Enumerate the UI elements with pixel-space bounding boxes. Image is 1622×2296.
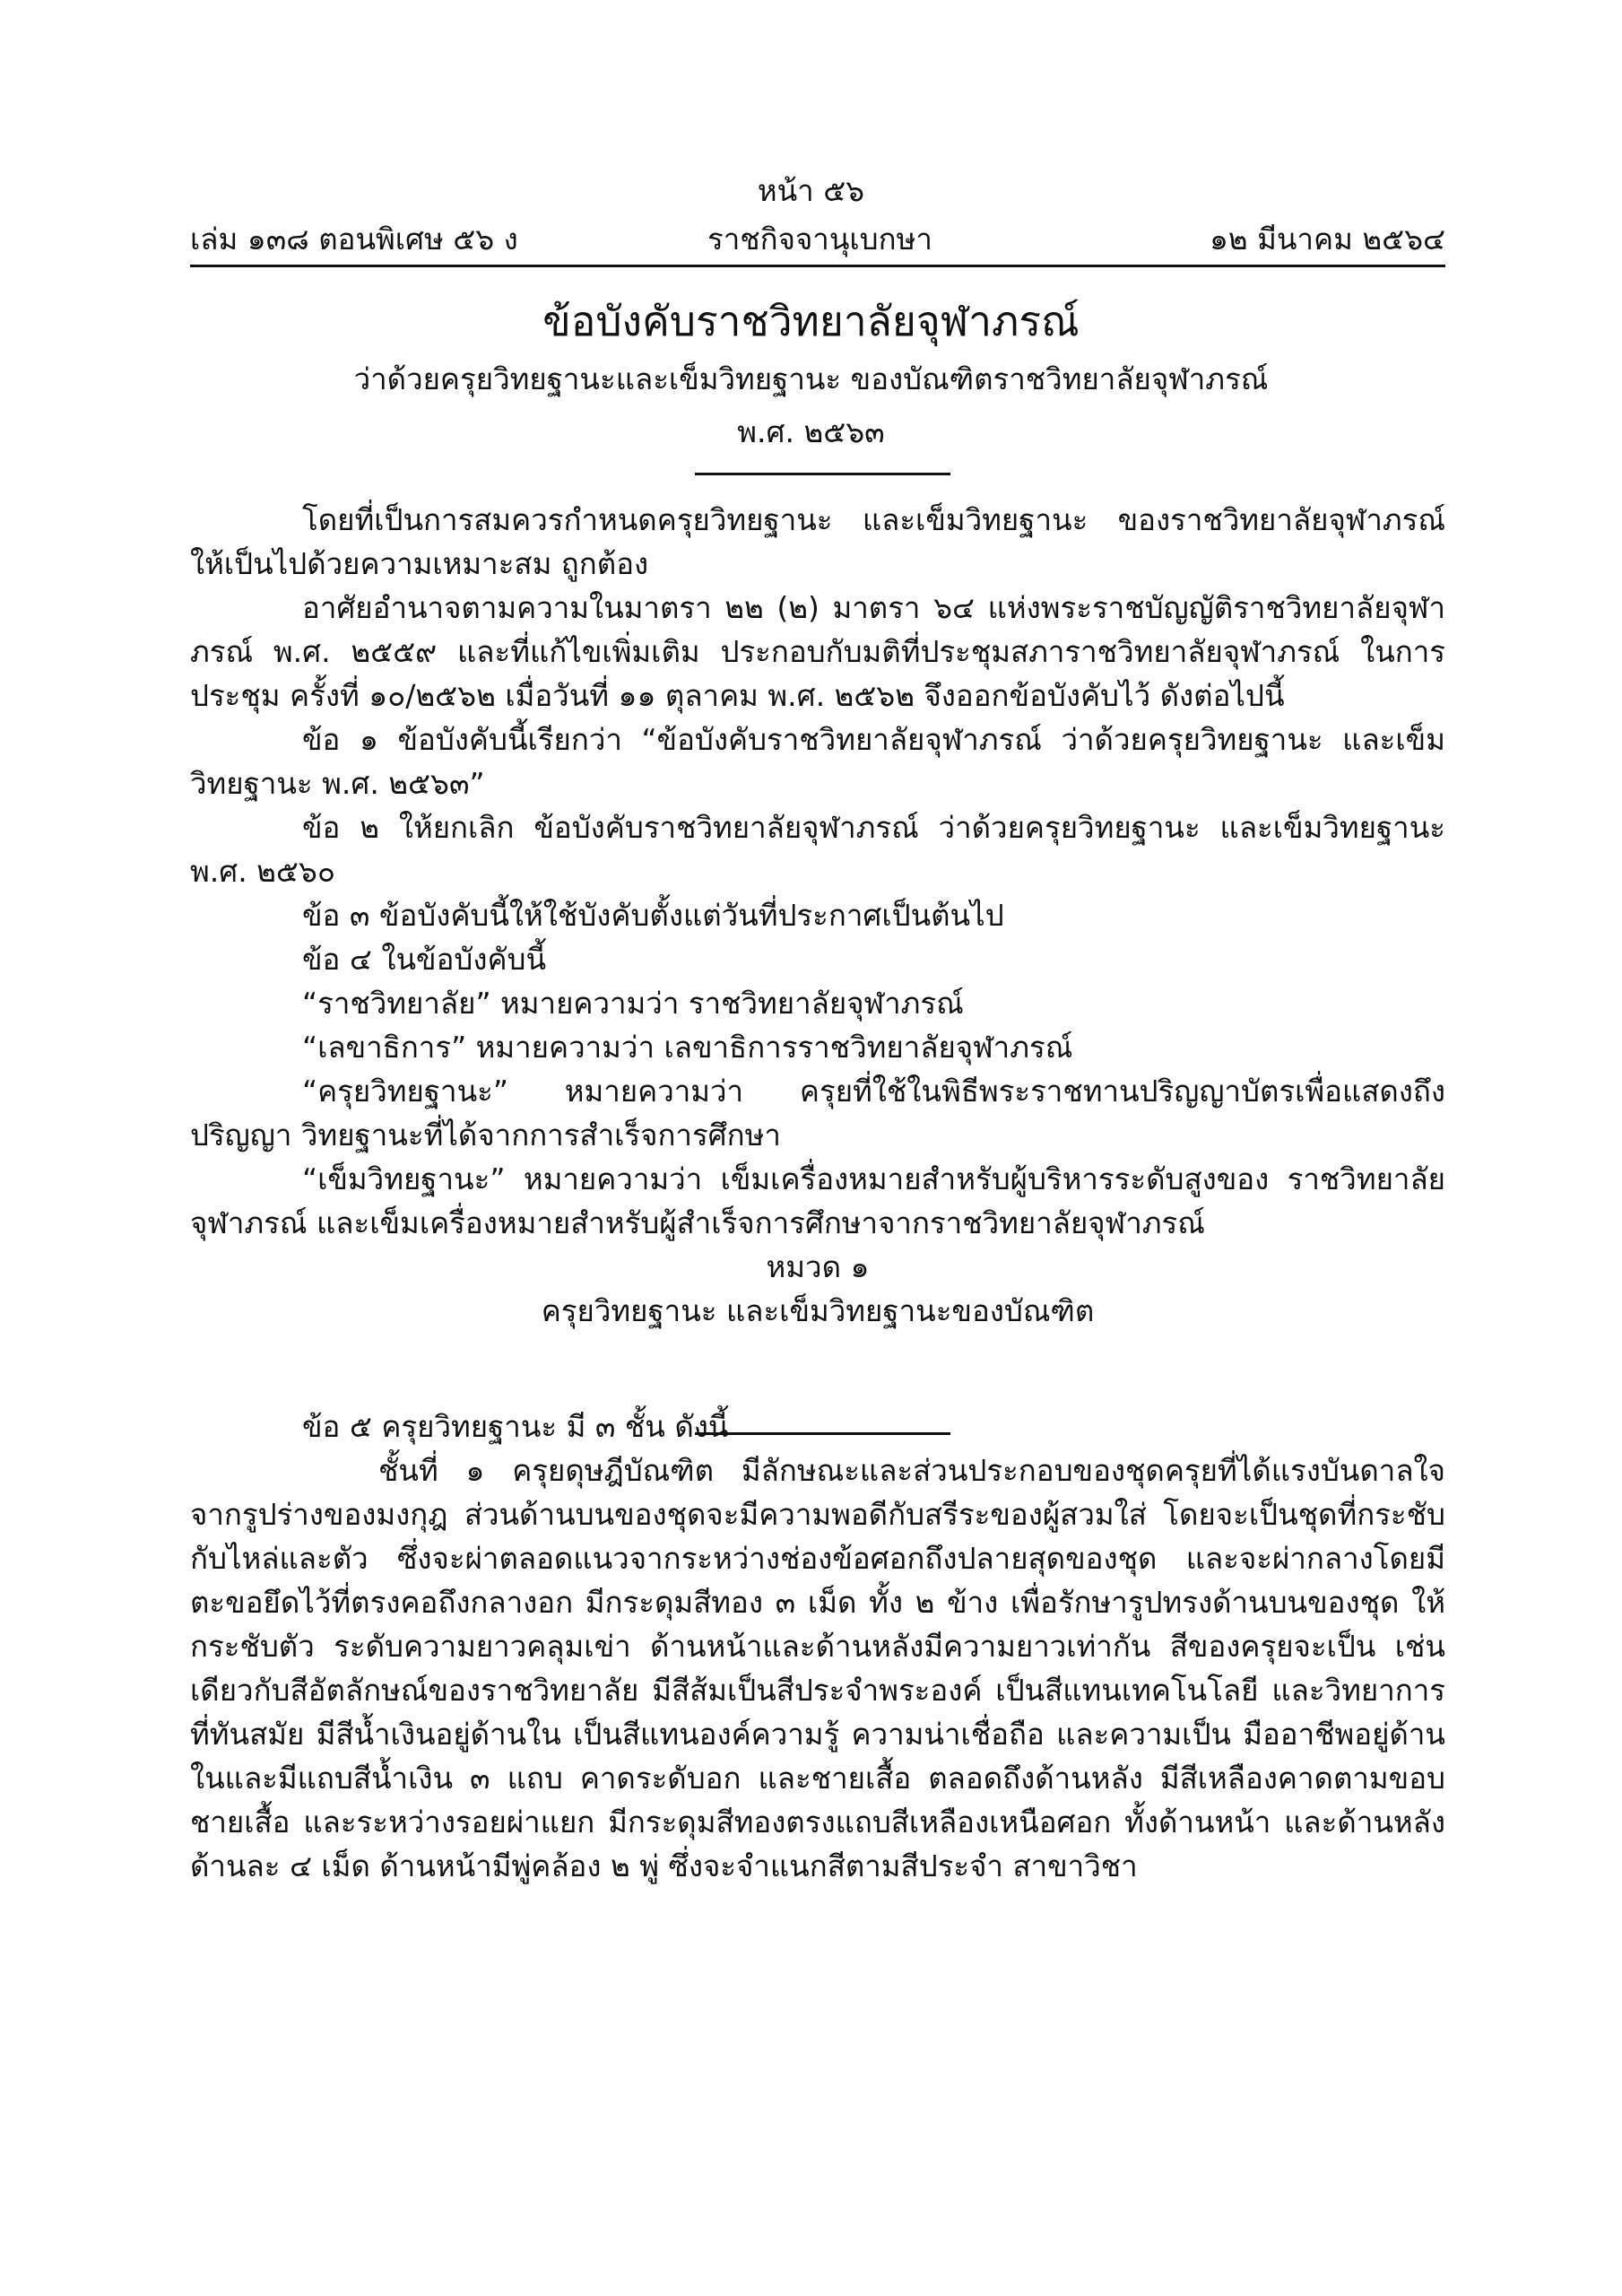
authority-paragraph: อาศัยอำนาจตามความในมาตรา ๒๒ (๒) มาตรา ๖๔ แห่งพระราชบัญญัติราชวิทยาลัยจุฬาภรณ์ พ.ศ. ๒๕๕๙ และที่แก้ไขเพิ่มเติม ประกอบกับมติที่ประชุมสภาราชวิทยาลัยจุฬาภรณ์ ในการประชุม ครั้งที่ ๑๐/๒๕๖๒ เมื่อวันที่ ๑๑ ตุลาคม พ.ศ. ๒๕๖๒ จึงออกข้อบังคับไว้ ดังต่อไปนี้ xyxy=(190,590,1445,713)
article-5-level-1: ชั้นที่ ๑ ครุยดุษฎีบัณฑิต มีลักษณะและส่วนประกอบของชุดครุยที่ได้แรงบันดาลใจ จากรูปร่างของมงกุฎ ส่วนด้านบนของชุดจะมีความพอดีกับสรีระของผู้สวมใส่ โดยจะเป็นชุดที่กระชับ กับไหล่และตัว ซึ่งจะผ่าตลอดแนวจากระหว่างช่องข้อศอกถึงปลายสุดของชุด และจะผ่ากลางโดยมี ตะขอยึดไว้ที่ตรงคอถึงกลางอก มีกระดุมสีทอง ๓ เม็ด ทั้ง ๒ ข้าง เพื่อรักษารูปทรงด้านบนของชุด ให้กระชับตัว ระดับความยาวคลุมเข่า ด้านหน้าและด้านหลังมีความยาวเท่ากัน สีของครุยจะเป็น เช่นเดียวกับสีอัตลักษณ์ของราชวิทยาลัย มีสีส้มเป็นสีประจำพระองค์ เป็นสีแทนเทคโนโลยี และวิทยาการที่ทันสมัย มีสีน้ำเงินอยู่ด้านใน เป็นสีแทนองค์ความรู้ ความน่าเชื่อถือ และความเป็น มืออาชีพอยู่ด้านในและมีแถบสีน้ำเงิน ๓ แถบ คาดระดับอก และชายเสื้อ ตลอดถึงด้านหลัง มีสีเหลืองคาดตามขอบชายเสื้อ และระหว่างรอยผ่าแยก มีกระดุมสีทองตรงแถบสีเหลืองเหนือศอก ทั้งด้านหน้า และด้านหลัง ด้านละ ๔ เม็ด ด้านหน้ามีพู่คล้อง ๒ พู่ ซึ่งจะจำแนกสีตามสีประจำ สาขาวิชา xyxy=(190,1453,1445,1883)
article-3: ข้อ ๓ ข้อบังคับนี้ให้ใช้บังคับตั้งแต่วันที่ประกาศเป็นต้นไป xyxy=(302,898,1004,933)
chapter-gap xyxy=(190,1333,1445,1369)
gazette-header xyxy=(190,215,1445,258)
page-number: หน้า ๕๖ xyxy=(757,173,865,208)
volume-info: เล่ม ๑๓๘ ตอนพิเศษ ๕๖ ง xyxy=(190,222,518,257)
title-divider xyxy=(695,473,950,475)
preamble-paragraph: โดยที่เป็นการสมควรกำหนดครุยวิทยฐานะ และเข็มวิทยฐานะ ของราชวิทยาลัยจุฬาภรณ์ ให้เป็นไปด้วยความเหมาะสม ถูกต้อง xyxy=(190,502,1445,581)
chapter-label: หมวด ๑ xyxy=(766,1249,870,1284)
issue-date: ๑๒ มีนาคม ๒๕๖๔ xyxy=(1209,222,1445,257)
article-5-heading: ข้อ ๕ ครุยวิทยฐานะ มี ๓ ชั้น ดังนี้ xyxy=(302,1409,729,1444)
definition-gown: “ครุยวิทยฐานะ” หมายความว่า ครุยที่ใช้ในพิธีพระราชทานปริญญาบัตรเพื่อแสดงถึงปริญญา วิทยฐานะที่ได้จากการสำเร็จการศึกษา xyxy=(190,1074,1445,1152)
article-2: ข้อ ๒ ให้ยกเลิก ข้อบังคับราชวิทยาลัยจุฬาภรณ์ ว่าด้วยครุยวิทยฐานะ และเข็มวิทยฐานะ พ.ศ. ๒๕๖๐ xyxy=(190,810,1445,889)
definition-secretary: “เลขาธิการ” หมายความว่า เลขาธิการราชวิทยาลัยจุฬาภรณ์ xyxy=(302,1030,1073,1065)
document-title: ข้อบังคับราชวิทยาลัยจุฬาภรณ์ xyxy=(542,297,1080,345)
chapter-divider xyxy=(695,1432,950,1435)
document-year: พ.ศ. ๒๕๖๓ xyxy=(737,414,885,449)
chapter-title: ครุยวิทยฐานะ และเข็มวิทยฐานะของบัณฑิต xyxy=(541,1293,1095,1328)
document-body xyxy=(190,498,1445,1888)
article-1: ข้อ ๑ ข้อบังคับนี้เรียกว่า “ข้อบังคับราชวิทยาลัยจุฬาภรณ์ ว่าด้วยครุยวิทยฐานะ และเข็มวิทยฐานะ พ.ศ. ๒๕๖๓” xyxy=(190,722,1445,801)
gazette-name: ราชกิจจานุเบกษา xyxy=(707,222,932,257)
document-subtitle: ว่าด้วยครุยวิทยฐานะและเข็มวิทยฐานะ ของบัณฑิตราชวิทยาลัยจุฬาภรณ์ xyxy=(353,361,1269,396)
article-4: ข้อ ๔ ในข้อบังคับนี้ xyxy=(302,942,547,977)
header-divider xyxy=(190,265,1445,267)
definition-pin: “เข็มวิทยฐานะ” หมายความว่า เข็มเครื่องหมายสำหรับผู้บริหารระดับสูงของ ราชวิทยาลัยจุฬาภรณ์ และเข็มเครื่องหมายสำหรับผู้สำเร็จการศึกษาจากราชวิทยาลัยจุฬาภรณ์ xyxy=(190,1161,1445,1240)
definition-college: “ราชวิทยาลัย” หมายความว่า ราชวิทยาลัยจุฬาภรณ์ xyxy=(302,986,964,1021)
chapter-gap-2 xyxy=(190,1369,1445,1405)
